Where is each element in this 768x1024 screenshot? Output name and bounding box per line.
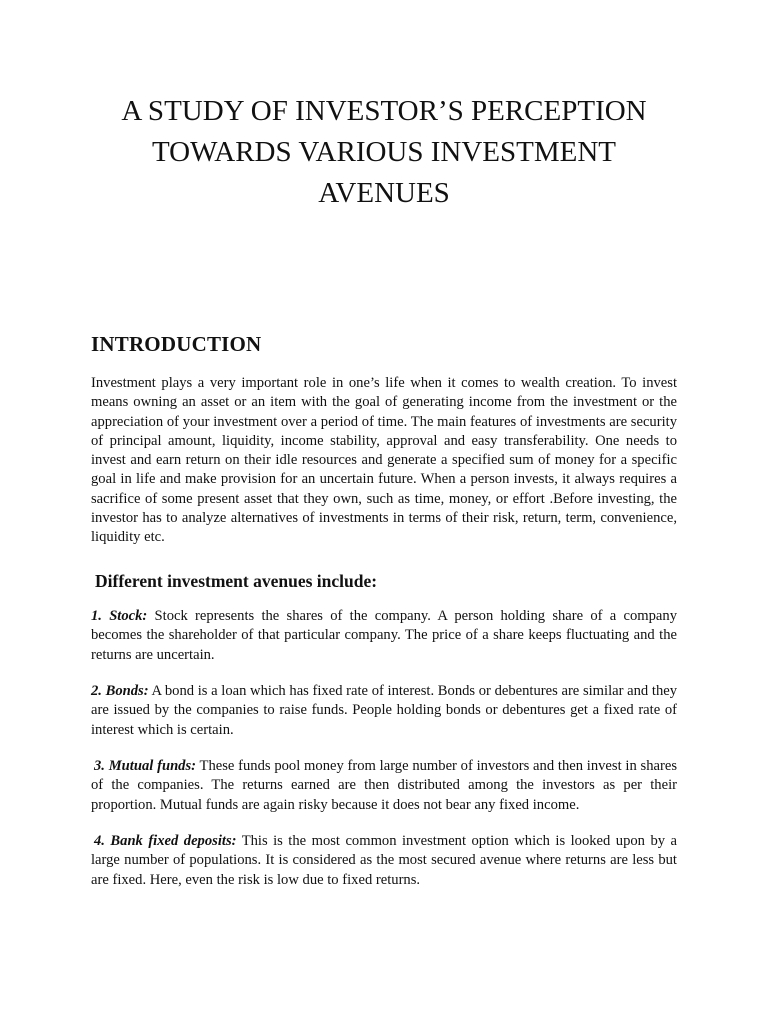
introduction-heading: INTRODUCTION [91, 332, 262, 356]
avenue-term: 3. Mutual funds: [94, 758, 197, 774]
avenue-description: This is the most common investment option which is looked upon by a large number of populations. It is considered as the most secured avenue where returns are less but are fixed. Here, even the risk is low due to fixed returns. [91, 833, 677, 888]
avenue-term: 2. Bonds: [91, 683, 149, 699]
introduction-paragraph: Investment plays a very important role in one’s life when it comes to wealth creation. To invest means owning an asset or an item with the goal of generating income from the investment or the appreciation of your investment over a period of time. The main features of investments are security of principal amount, liquidity, income stability, approval and easy transferability. One needs to invest and earn return on their idle resources and generate a specified sum of money for a specific goal in life and make provision for an uncertain future. When a person invests, it always requires a sacrifice of some present asset that they own, such as time, money, or effort .Before investing, the investor has to analyze alternatives of investments in terms of their risk, return, term, convenience, liquidity etc. [91, 375, 677, 546]
avenue-item-bonds [91, 682, 677, 740]
avenues-heading: Different investment avenues include: [95, 571, 378, 591]
title-line-1: A STUDY OF INVESTOR’S PERCEPTION [121, 95, 647, 127]
avenue-term: 1. Stock: [91, 608, 148, 624]
avenue-description: Stock represents the shares of the company. A person holding share of a company becomes the shareholder of that particular company. The price of a share keeps fluctuating and the returns are uncertain. [91, 608, 677, 663]
avenue-item-mutual-funds [91, 757, 677, 815]
avenue-item-bank-fixed-deposits [91, 832, 677, 890]
avenue-term: 4. Bank fixed deposits: [94, 833, 237, 849]
avenue-description: These funds pool money from large number of investors and then invest in shares of the companies. The returns earned are then distributed among the investors as per their proportion. Mutual funds are again risky because it does not bear any fixed income. [91, 758, 677, 813]
document-title [60, 91, 708, 214]
title-line-2: TOWARDS VARIOUS INVESTMENT [151, 136, 617, 168]
avenue-description: A bond is a loan which has fixed rate of interest. Bonds or debentures are similar and they are issued by the companies to raise funds. People holding bonds or debentures get a fixed rate of interest which is certain. [91, 683, 678, 738]
title-line-3: AVENUES [318, 177, 450, 209]
avenue-item-stock [91, 607, 677, 665]
